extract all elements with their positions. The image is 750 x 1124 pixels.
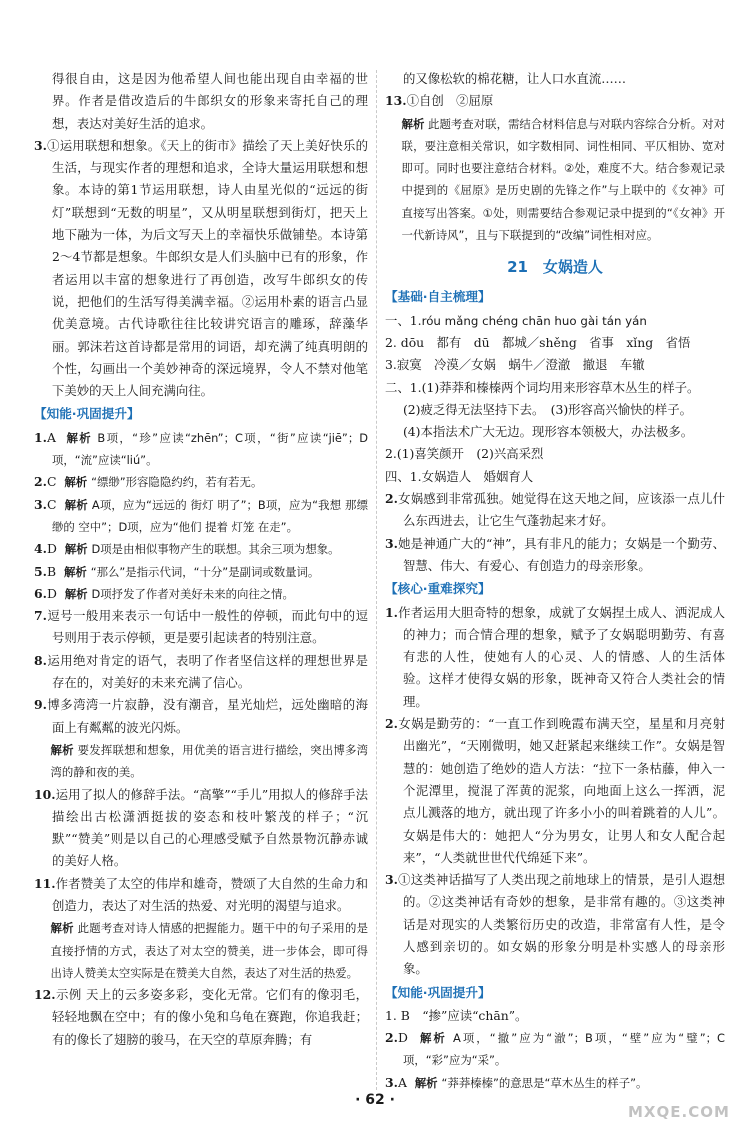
question-number: 3. [34,137,47,153]
question-3 [34,135,368,403]
mcq-item: 6.D 解析 D项抒发了作者对美好未来的向往之情。 [34,585,294,601]
question-12: 12.示例 天上的云多姿多彩，变化无常。它们有的像羽毛，轻轻地飘在空中；有的像小兔和乌龟在赛跑，你追我赶；有的像长了翅膀的骏马，在天空的草原奔腾；有 [34,987,368,1047]
question-13: 13.①自创 ②屈原 [385,93,494,109]
question-7: 7.逗号一般用来表示一句话中一般性的停顿，而此句中的逗号则用于表示停顿，更是要引起读者的特别注意。 [34,608,368,646]
practice-q3: 3.A 解析 “莽莽榛榛”的意思是“草木丛生的样子”。 [385,1074,648,1090]
section-header-basic: 【基础·自主梳理】 [385,289,491,305]
mcq-item: 4.D 解析 D项是由相似事物产生的联想。其余三项为想象。 [34,541,340,557]
core-q2: 2.女娲是勤劳的：“一直工作到晚霞布满天空，星星和月亮射出幽光”，“天刚微明，她又赶紧起来继续工作”。女娲是智慧的：她创造了绝妙的造人方法：“拉下一条枯藤，伸入一个泥潭里，搅混了浑黄的泥浆，向地面上这么一挥洒，泥点儿溅落的地方，就出现了许多小小的叫着跳着的人儿”。女娲是伟大的：她把人“分为男女，让男人和女人配合起来”，“人类就世世代代绵延下来”。 [385,716,725,865]
section-header-practice: 【知能·巩固提升】 [34,406,140,422]
word-answer: 3.寂寞 冷漠／女娲 蜗牛／澄澈 撤退 车辙 [385,357,645,373]
question-10: 10.运用了拟人的修辞手法。“高擎”“手儿”用拟人的修辞手法描绘出古松潇洒挺拔的姿态和枝叶繁茂的样子；“沉默”“赞美”则是以自己的心理感受赋予自然景物沉静赤诚的美好人格。 [34,786,368,869]
summary-answer: 四、1.女娲造人 婚姻育人 [385,468,534,484]
question-13-analysis: 解析 此题考查对联，需结合材料信息与对联内容综合分析。对对联，要注意相关常识，如字数相同、词性相同、平仄相协、宽对即可。同时也要注意结合材料。②处，难度不大。结合参观记录中提到的《屈原》是历史剧的先锋之作”与上联中的《女神》可直接写出答案。①处，则需要结合参观记录中提到的“《女神》开一代新诗风”，且与下联提到的“改编”词性相对应。 [401,116,725,243]
basic-q3: 3.她是神通广大的“神”，具有非凡的能力；女娲是一个勤劳、智慧、伟大、有爱心、有创造力的母亲形象。 [385,535,725,573]
practice-q2: 2.D 解析 A项，“撤”应为“澈”；B项，“壁”应为“璧”；C项，“彩”应为“采”。 [385,1030,725,1068]
right-column [385,68,725,1094]
idiom-answer: 2.(1)喜笑颜开 (2)兴高采烈 [385,446,544,462]
polyphone-answer: 2. dōu 都有 dū 都城／shěng 省事 xǐng 省悟 [385,334,691,350]
definition-3: (4)本指法术广大无边。现形容本领极大，办法极多。 [402,424,694,440]
practice-q1: 1. B “掺”应读“chān”。 [385,1007,528,1023]
chapter-title: 21 女娲造人 [507,258,603,277]
continued-answer: 得很自由，这是因为他希望人间也能出现自由幸福的世界。作者是借改造后的牛郎织女的形象来寄托自己的理想，表达对美好生活的追求。 [51,71,368,131]
question-11: 11.作者赞美了太空的伟岸和雄奇，赞颂了大自然的生命力和创造力，表达了对生活的热爱、对光明的渴望与追求。 [34,875,368,913]
pinyin-answer: 一、1.róu mǎng chéng chān huo gài tán yán [385,312,647,328]
definition-1: 二、1.(1)莽莽和榛榛两个词均用来形容草木丛生的样子。 [385,379,700,395]
core-q1: 1.作者运用大胆奇特的想象，成就了女娲捏土成人、洒泥成人的神力；而合情合理的想象，赋予了女娲聪明勤劳、有喜有悲的人性，使她有人的心灵、人的情感、人的生活体验。这样才使得女娲的形象，既神奇又符合人类社会的情理。 [385,604,725,709]
column-divider [376,70,377,1090]
mcq-list [34,427,368,605]
section-header-practice-2: 【知能·巩固提升】 [385,984,491,1000]
core-q3: 3.①这类神话描写了人类出现之前地球上的情景，是引人遐想的。②这类神话有奇妙的想象，是非常有趣的。③这类神话是对现实的人类繁衍历史的改造，非常富有人性，是令人感到亲切的。如女娲的形象分明是朴实感人的母亲形象。 [385,872,725,977]
watermark: MXQE.COM [628,1103,730,1121]
definition-2: (2)疲乏得无法坚持下去。 (3)形容高兴愉快的样子。 [402,401,693,417]
question-8: 8.运用绝对肯定的语气，表明了作者坚信这样的理想世界是存在的，对美好的未来充满了信心。 [34,652,368,691]
question-9-analysis: 解析 要发挥联想和想象，用优美的语言进行描绘，突出博多湾湾的静和夜的美。 [50,742,368,780]
mcq-item: 1.A 解析 B项，“珍”应读“zhēn”；C项，“街”应读“jiē”；D项，“流”应读“liú”。 [34,429,368,468]
left-column [34,68,368,1051]
answer-text: ①运用联想和想象。《天上的街市》描绘了天上美好快乐的生活，与现实作者的理想和追求，全诗大量运用联想和想象。本诗的第1节运用联想，诗人由星光似的“远远的街灯”联想到“无数的明星”，又从明星联想到街灯，把天上地下融为一体，为后文写天上的幸福快乐做铺垫。本诗第2～4节都是想象。牛郎织女是人们头脑中已有的形象，作者运用以丰富的想象进行了再创造，改写牛郎织女的传说，把他们的生活写得美满幸福。②运用朴素的语言凸显优美意境。古代诗歌往往比较讲究语言的雕琢，辞藻华丽。郭沫若这首诗都是常用的词语，却充满了纯真明朗的个性，勾画出一个美妙神奇的深远境界，令人不禁对他笔下美妙的天上人间充满向往。 [46,137,368,399]
page-number: · 62 · [355,1092,395,1108]
continued-answer: 的又像松软的棉花糖，让人口水直流…… [402,71,626,86]
mcq-item: 3.C 解析 A项，应为“远远的 街灯 明了”；B项，应为“我想 那缥缈的 空中”；D项，应为“他们 提着 灯笼 在走”。 [34,496,368,534]
question-9: 9.博多湾湾一片寂静，没有潮音，星光灿烂，远处幽暗的海面上有粼粼的波光闪烁。 [34,697,368,735]
basic-q2: 2.女娲感到非常孤独。她觉得在这天地之间，应该添一点儿什么东西进去，让它生气蓬勃起来才好。 [385,491,725,529]
mcq-item: 2.C 解析 “缥缈”形容隐隐约约，若有若无。 [34,474,263,490]
question-11-analysis: 解析 此题考查对诗人情感的把握能力。题干中的句子采用的是直接抒情的方式，表达了对太空的赞美，进一步体会，即可得出诗人赞美太空实际是在赞美大自然，表达了对生活的热爱。 [50,921,368,980]
mcq-item: 5.B 解析 “那么”是指示代词，“十分”是副词或数量词。 [34,563,320,579]
section-header-core: 【核心·重难探究】 [385,581,491,597]
